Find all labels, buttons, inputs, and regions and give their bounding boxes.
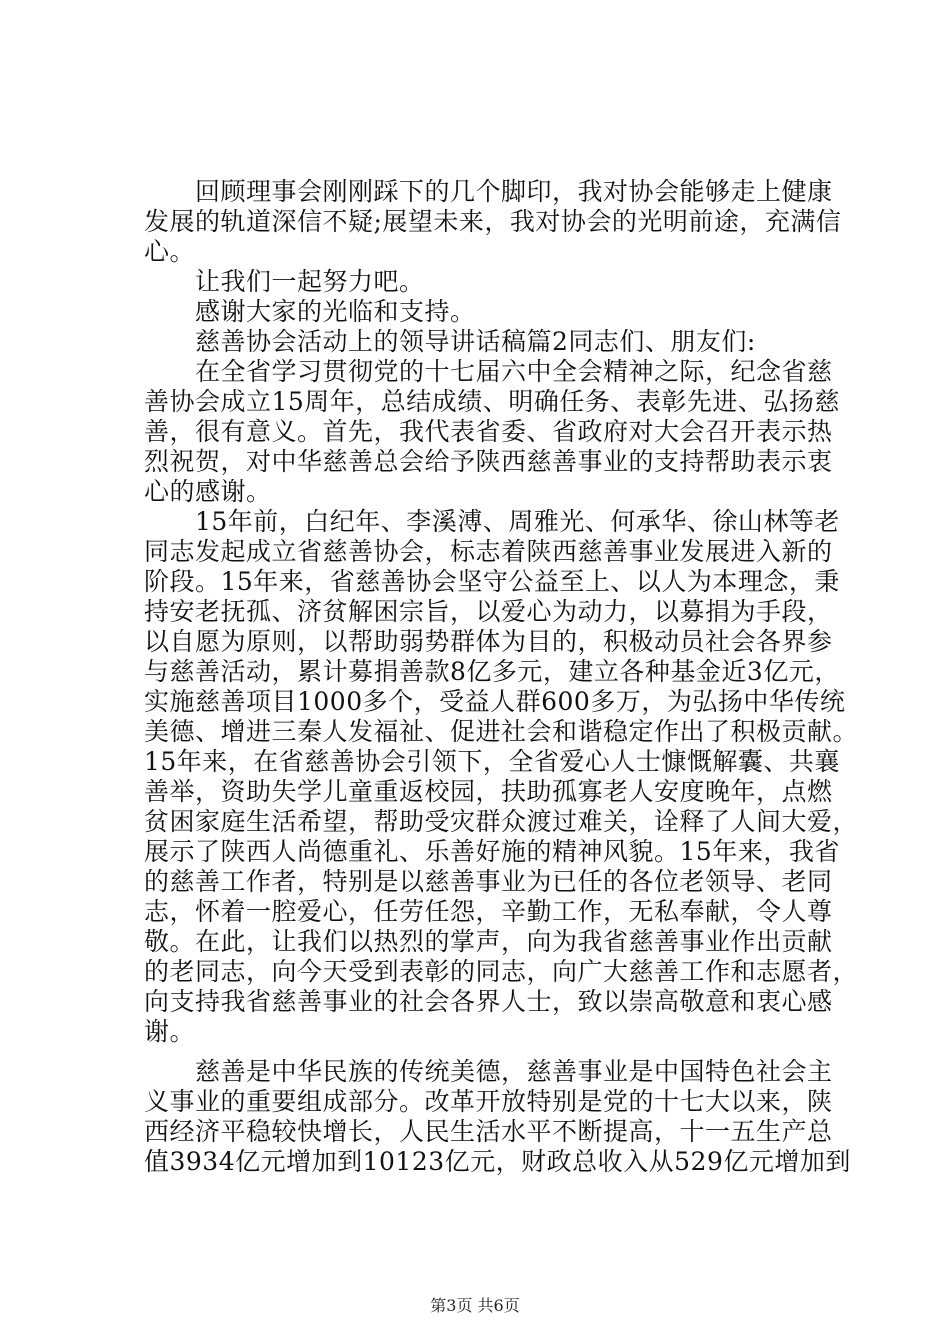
text-line: 慈善是中华民族的传统美德，慈善事业是中国特色社会主 [144, 1057, 833, 1086]
text-line: 善举，资助失学儿童重返校园，扶助孤寡老人安度晚年，点燃 [144, 777, 833, 806]
text-line: 值3934亿元增加到10123亿元，财政总收入从529亿元增加到 [144, 1147, 851, 1176]
text-line: 慈善协会活动上的领导讲话稿篇2同志们、朋友们: [144, 327, 756, 356]
text-line: 持安老抚孤、济贫解困宗旨，以爱心为动力，以募捐为手段， [144, 597, 833, 626]
text-line: 让我们一起努力吧。 [144, 267, 425, 296]
text-line: 的老同志，向今天受到表彰的同志，向广大慈善工作和志愿者， [144, 957, 859, 986]
text-line: 心的感谢。 [144, 477, 272, 506]
text-line: 发展的轨道深信不疑;展望未来，我对协会的光明前途，充满信 [144, 207, 842, 236]
text-line: 展示了陕西人尚德重礼、乐善好施的精神风貌。15年来，我省 [144, 837, 840, 866]
text-line: 美德、增进三秦人发福祉、促进社会和谐稳定作出了积极贡献。 [144, 717, 859, 746]
text-line: 善协会成立15周年，总结成绩、明确任务、表彰先进、弘扬慈 [144, 387, 840, 416]
text-line: 感谢大家的光临和支持。 [144, 297, 476, 326]
text-line: 15年来，在省慈善协会引领下，全省爱心人士慷慨解囊、共襄 [144, 747, 840, 776]
text-line: 义事业的重要组成部分。改革开放特别是党的十七大以来，陕 [144, 1087, 833, 1116]
text-line: 谢。 [144, 1017, 196, 1046]
text-line: 志，怀着一腔爱心，任劳任怨，辛勤工作，无私奉献，令人尊 [144, 897, 833, 926]
text-line: 在全省学习贯彻党的十七届六中全会精神之际，纪念省慈 [144, 357, 833, 386]
text-line: 贫困家庭生活希望，帮助受灾群众渡过难关，诠释了人间大爱， [144, 807, 859, 836]
text-line: 回顾理事会刚刚踩下的几个脚印，我对协会能够走上健康 [144, 177, 833, 206]
text-line: 同志发起成立省慈善协会，标志着陕西慈善事业发展进入新的 [144, 537, 833, 566]
text-line: 西经济平稳较快增长，人民生活水平不断提高，十一五生产总 [144, 1117, 833, 1146]
text-line: 与慈善活动，累计募捐善款8亿多元，建立各种基金近3亿元， [144, 657, 840, 686]
page-number-footer: 第3页 共6页 [430, 1296, 520, 1315]
text-line: 以自愿为原则，以帮助弱势群体为目的，积极动员社会各界参 [144, 627, 833, 656]
text-line: 烈祝贺，对中华慈善总会给予陕西慈善事业的支持帮助表示衷 [144, 447, 833, 476]
text-line: 阶段。15年来，省慈善协会坚守公益至上、以人为本理念，秉 [144, 567, 840, 596]
text-line: 向支持我省慈善事业的社会各界人士，致以崇高敬意和衷心感 [144, 987, 833, 1016]
text-line: 的慈善工作者，特别是以慈善事业为已任的各位老领导、老同 [144, 867, 833, 896]
text-line: 15年前，白纪年、李溪溥、周雅光、何承华、徐山林等老 [144, 507, 840, 536]
text-line: 心。 [144, 237, 196, 266]
text-line: 敬。在此，让我们以热烈的掌声，向为我省慈善事业作出贡献 [144, 927, 833, 956]
text-line: 实施慈善项目1000多个，受益人群600多万，为弘扬中华传统 [144, 687, 846, 716]
text-line: 善，很有意义。首先，我代表省委、省政府对大会召开表示热 [144, 417, 833, 446]
